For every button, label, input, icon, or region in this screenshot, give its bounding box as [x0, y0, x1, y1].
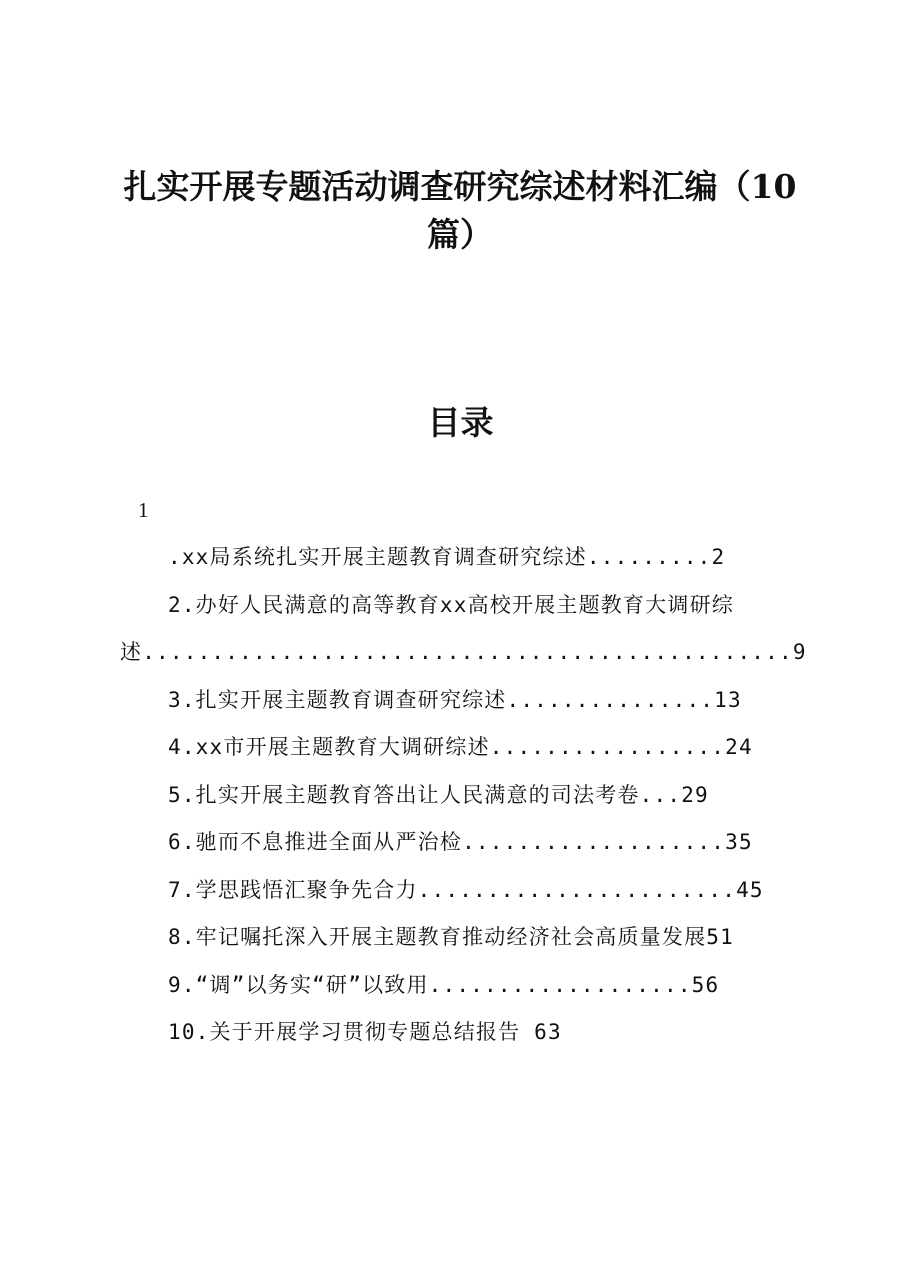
document-title-line-1: 扎实开展专题活动调查研究综述材料汇编（10	[123, 167, 797, 206]
toc-entry-8[interactable]: 8.牢记嘱托深入开展主题教育推动经济社会高质量发展51	[168, 925, 734, 949]
toc-entry-10[interactable]: 10.关于开展学习贯彻专题总结报告 63	[168, 1020, 562, 1044]
toc-entry-5[interactable]: 5.扎实开展主题教育答出让人民满意的司法考卷...29	[168, 783, 709, 807]
toc-entry-7[interactable]: 7.学思践悟汇聚争先合力.......................45	[168, 878, 764, 902]
document-title-line-2: 篇）	[427, 215, 493, 254]
toc-entry-9[interactable]: 9.“调”以务实“研”以致用...................56	[168, 973, 720, 997]
toc-entry-6[interactable]: 6.驰而不息推进全面从严治检...................35	[168, 830, 753, 854]
toc-heading: 目录	[427, 403, 494, 442]
toc-entry-3[interactable]: 3.扎实开展主题教育调查研究综述...............13	[168, 688, 742, 712]
toc-entry-1[interactable]: .xx局系统扎实开展主题教育调查研究综述.........2	[168, 545, 726, 569]
toc-entry-4[interactable]: 4.xx市开展主题教育大调研综述.................24	[168, 735, 753, 759]
toc-entry-2-continuation[interactable]: 述...............................................9	[120, 640, 807, 664]
toc-entry-2[interactable]: 2.办好人民满意的高等教育xx高校开展主题教育大调研综	[168, 593, 734, 617]
toc-first-entry-number: 1	[138, 498, 149, 522]
